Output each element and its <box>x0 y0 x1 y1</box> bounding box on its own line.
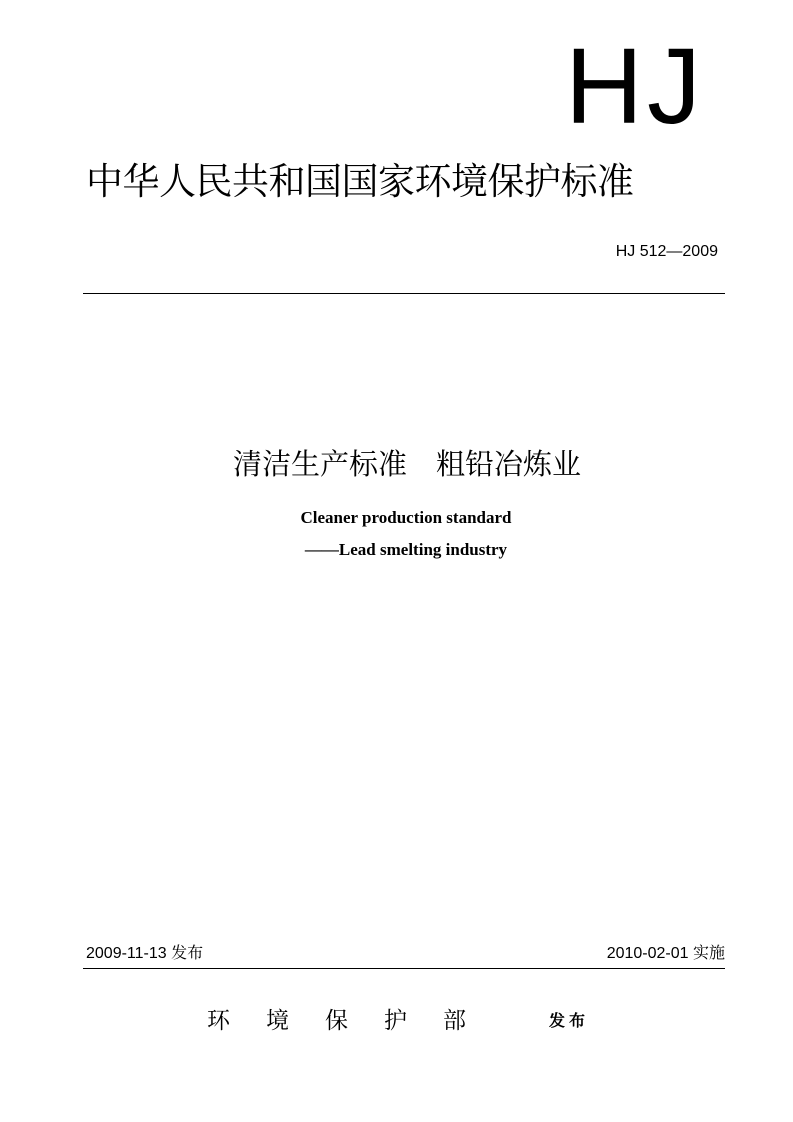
standard-number: HJ 512—2009 <box>615 243 718 260</box>
top-divider <box>83 293 725 294</box>
publisher-suffix: 发布 <box>549 1011 590 1030</box>
document-title-chinese: 清洁生产标准 粗铅冶炼业 <box>232 447 581 481</box>
issue-date: 2009-11-13 发布 <box>86 945 204 962</box>
bottom-divider <box>83 968 725 969</box>
document-title-english-line1: Cleaner production standard <box>300 508 512 527</box>
organization-title: 中华人民共和国国家环境保护标准 <box>86 160 634 203</box>
hj-logo: HJ <box>565 25 705 146</box>
effective-date: 2010-02-01 实施 <box>606 945 725 962</box>
publisher-name: 环境保护部 <box>207 1008 502 1034</box>
document-title-english-line2: ——Lead smelting industry <box>304 540 508 559</box>
